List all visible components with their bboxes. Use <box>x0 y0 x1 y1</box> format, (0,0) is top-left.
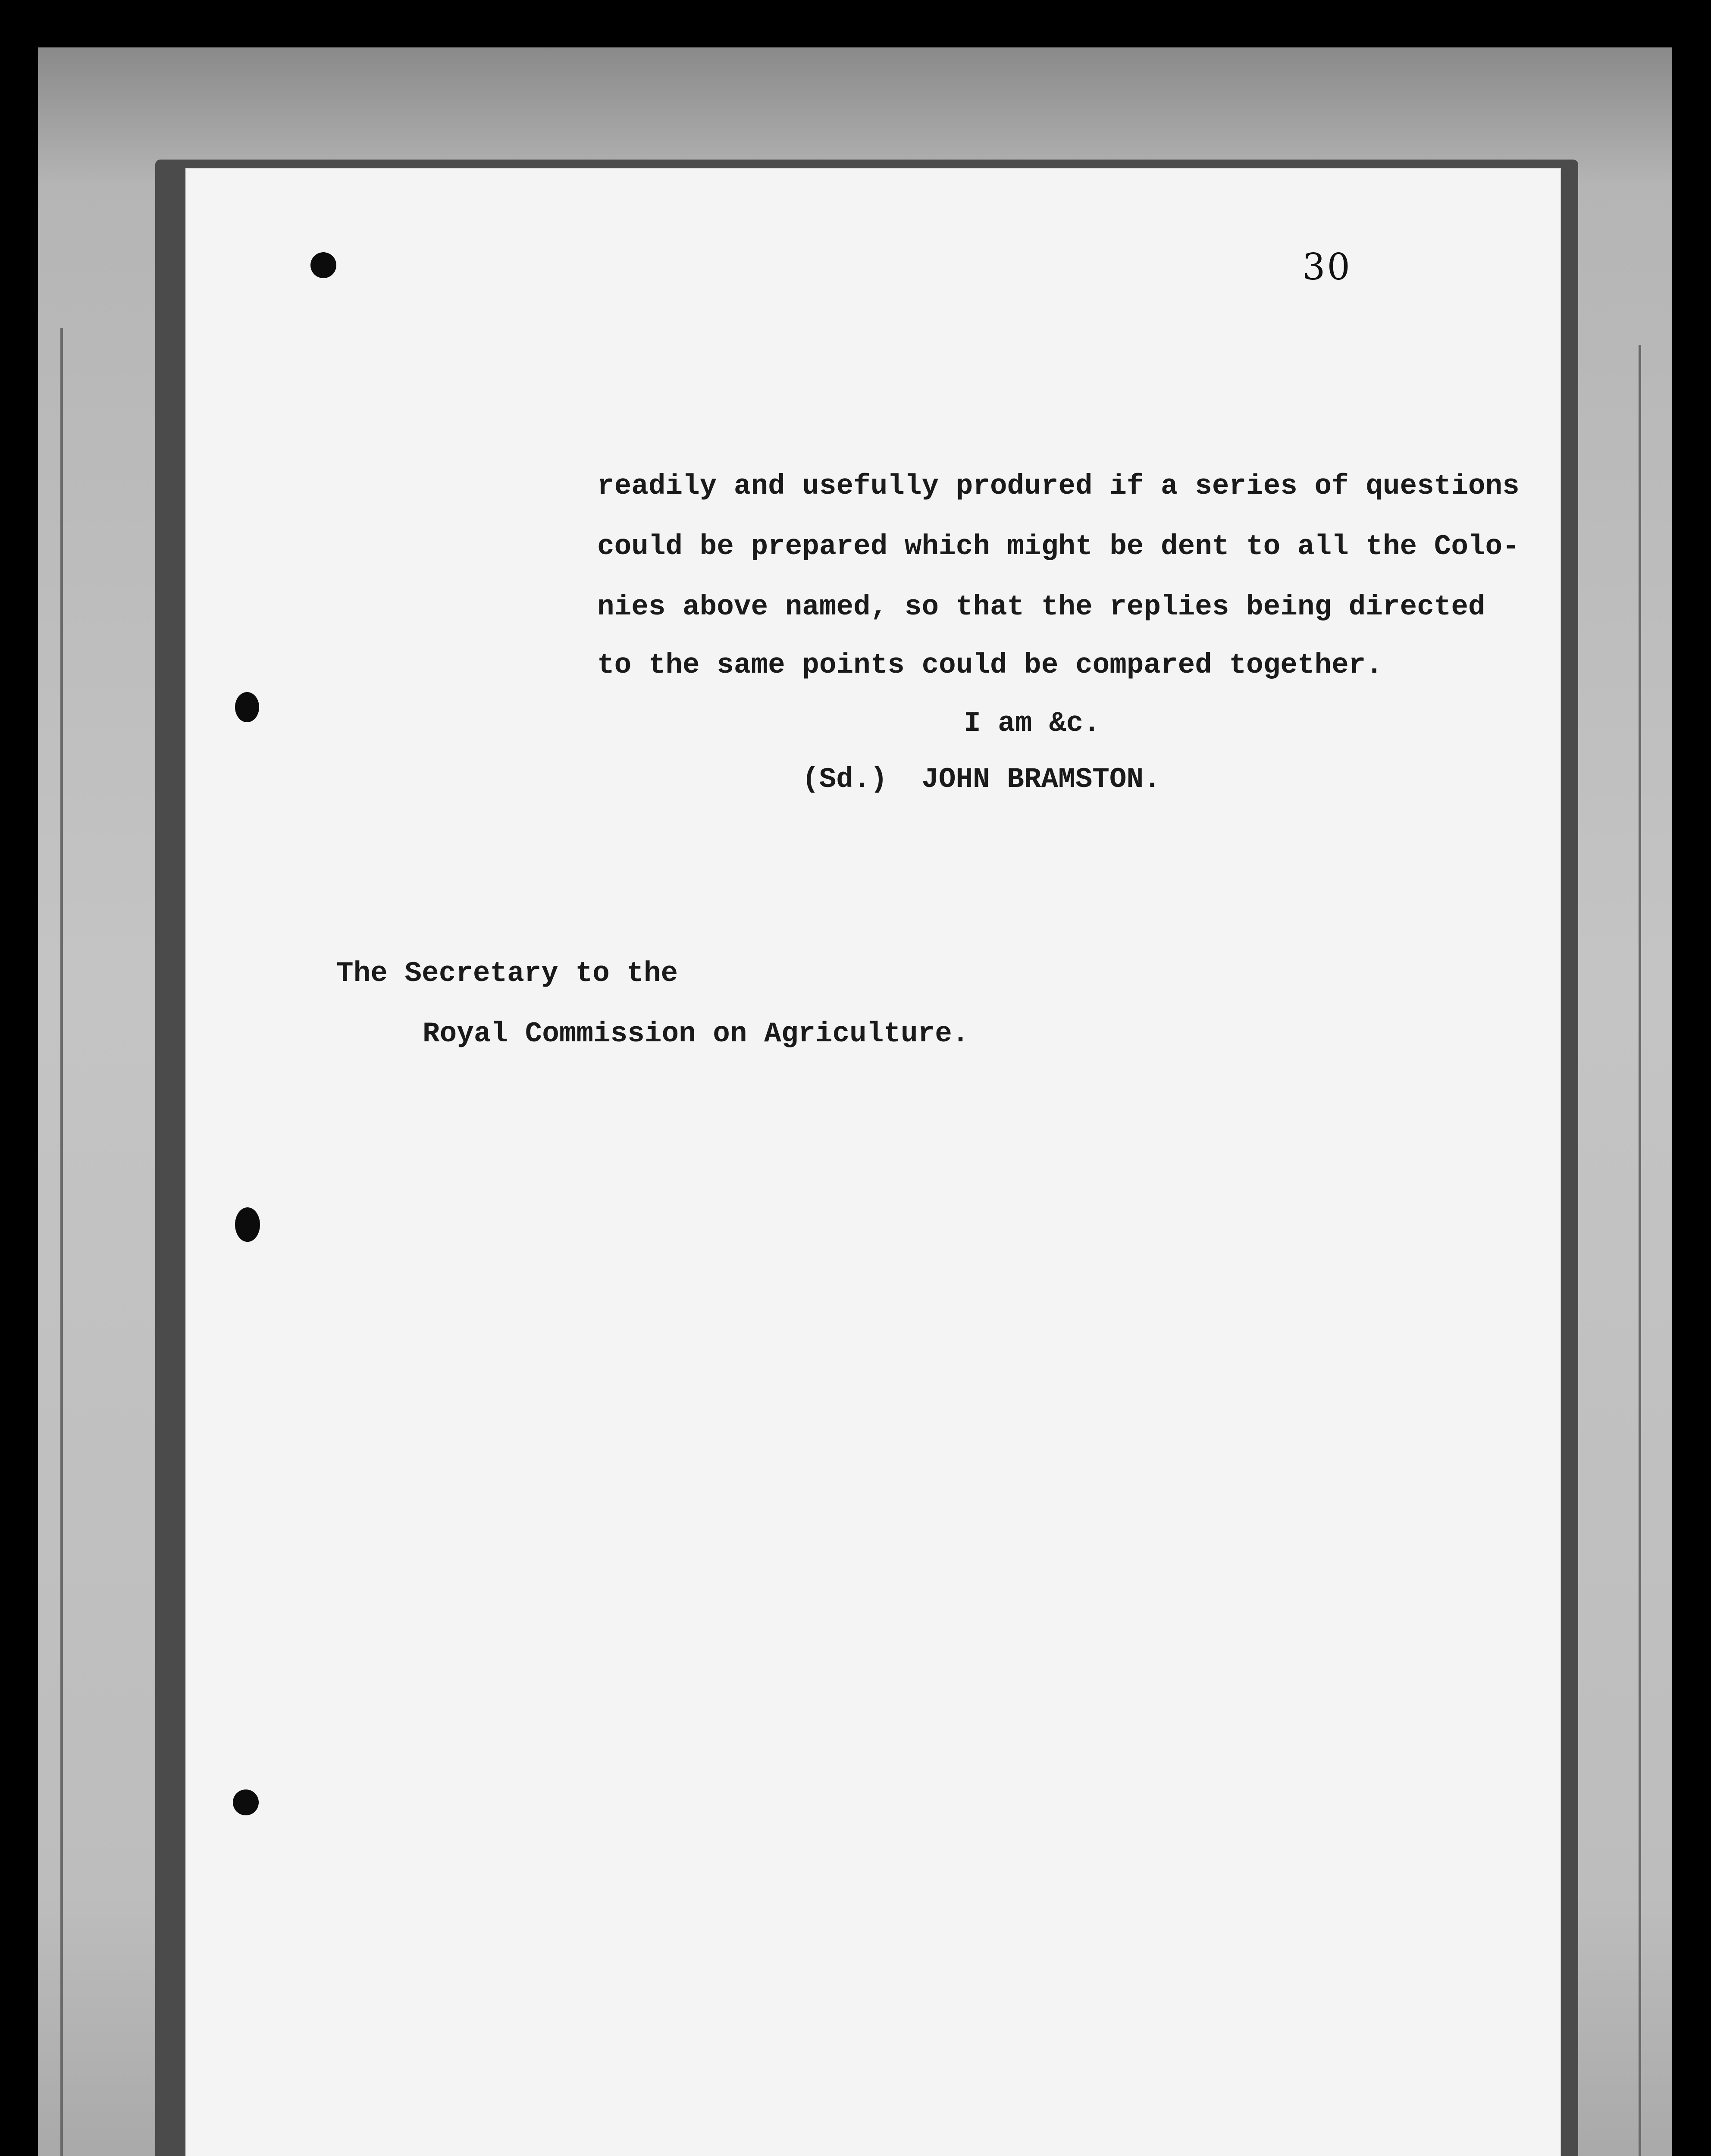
body-line-2: could be prepared which might be dent to all the Colo- <box>597 530 1520 563</box>
punch-hole-3 <box>235 1207 260 1242</box>
closing: I am &c. <box>964 707 1100 740</box>
body-line-4: to the same points could be compared together. <box>597 649 1383 681</box>
punch-hole-1 <box>310 252 336 278</box>
punch-hole-2 <box>235 692 259 722</box>
addressee-line-2: Royal Commission on Agriculture. <box>423 1018 969 1050</box>
body-line-3: nies above named, so that the replies being directed <box>597 591 1485 623</box>
punch-hole-4 <box>233 1789 259 1815</box>
signature: (Sd.) JOHN BRAMSTON. <box>802 763 1161 796</box>
mount-right-rule <box>1639 345 1641 2156</box>
page-number: 30 <box>1302 246 1352 288</box>
mount-left-rule <box>60 328 63 2156</box>
addressee-line-1: The Secretary to the <box>336 957 678 990</box>
body-line-1: readily and usefully produred if a series of questions <box>597 470 1520 502</box>
document-page <box>185 168 1561 2156</box>
